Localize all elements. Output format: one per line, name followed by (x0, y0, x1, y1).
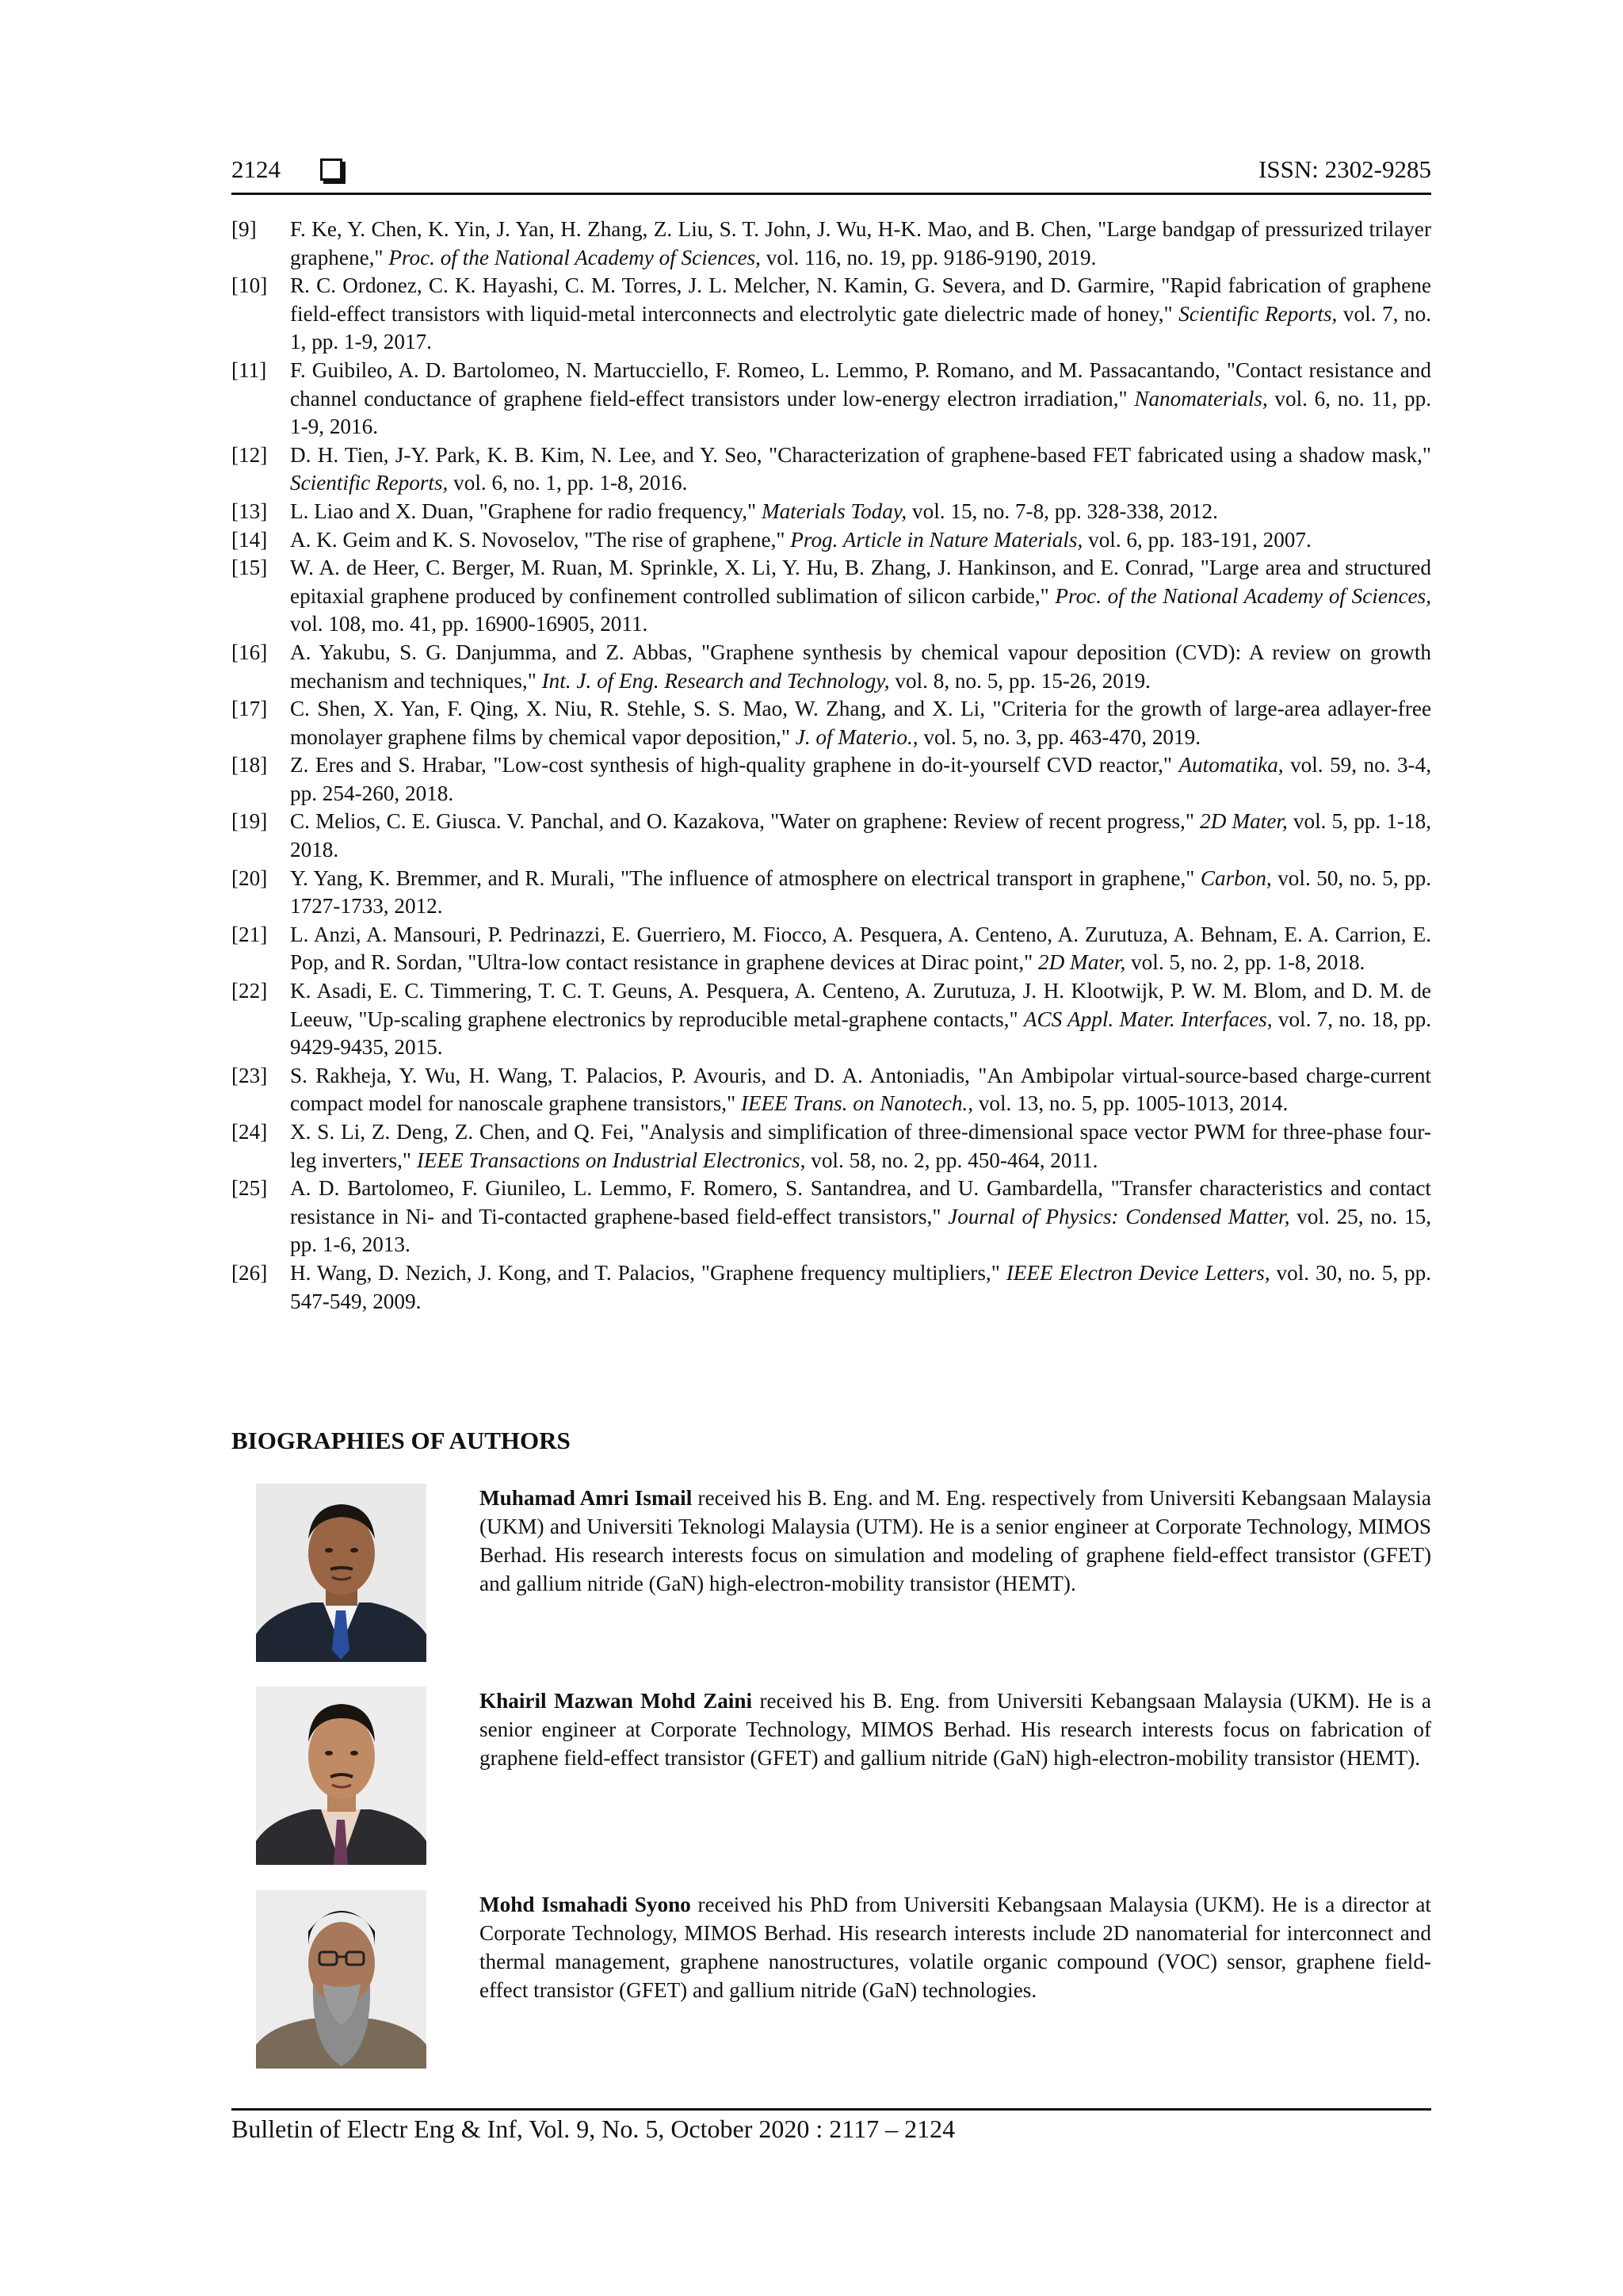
reference-details: vol. 5, pp. 1-18, 2018. (290, 809, 1432, 862)
reference-item (231, 695, 1431, 751)
reference-number: [23] (231, 1063, 268, 1087)
bio-text (479, 1687, 1431, 1772)
reference-item (231, 554, 1431, 639)
reference-venue: 2D Mater, (1200, 809, 1288, 834)
reference-venue: Materials Today, (761, 499, 907, 523)
author-portrait-image (256, 1890, 426, 2069)
reference-venue: ACS Appl. Mater. Interfaces, (1023, 1007, 1273, 1031)
reference-number: [14] (231, 527, 268, 552)
reference-number: [9] (231, 217, 257, 241)
author-name: Mohd Ismahadi Syono (479, 1893, 691, 1916)
reference-authors: W. A. de Heer, C. Berger, M. Ruan, M. Sprinkle, X. Li, Y. Hu, B. Zhang, J. Hankinson, and E. Conrad, (290, 556, 1201, 580)
reference-venue: Prog. Article in Nature Materials, (790, 527, 1083, 552)
reference-venue: Scientific Reports, (290, 471, 449, 495)
reference-item (231, 526, 1431, 555)
reference-authors: C. Shen, X. Yan, F. Qing, X. Niu, R. Stehle, S. S. Mao, W. Zhang, and X. Li, (290, 697, 993, 721)
reference-authors: A. Yakubu, S. G. Danjumma, and Z. Abbas, (290, 640, 701, 664)
reference-number: [20] (231, 865, 268, 890)
reference-details: vol. 15, no. 7-8, pp. 328-338, 2012. (907, 499, 1218, 523)
reference-venue: Int. J. of Eng. Research and Technology, (541, 668, 890, 693)
reference-details: vol. 116, no. 19, pp. 9186-9190, 2019. (760, 245, 1097, 269)
reference-number: [15] (231, 556, 268, 580)
reference-details: vol. 30, no. 5, pp. 547-549, 2009. (290, 1260, 1431, 1313)
reference-authors: Y. Yang, K. Bremmer, and R. Murali, (290, 865, 621, 890)
reference-title: "Large area and structured epitaxial graphene produced by confinement controlled sublimation of silicon carbide," (290, 556, 1432, 608)
author-portrait-image (256, 1687, 426, 1865)
reference-item (231, 921, 1431, 977)
reference-details: vol. 25, no. 15, pp. 1-6, 2013. (290, 1204, 1431, 1257)
reference-title: "Up-scaling graphene electronics by reproducible metal-graphene contacts," (358, 1007, 1024, 1031)
reference-number: [10] (231, 273, 268, 298)
reference-venue: Nanomaterials, (1134, 386, 1268, 411)
reference-title: "Low-cost synthesis of high-quality graphene in do-it-yourself CVD reactor," (493, 753, 1179, 777)
reference-title: "Graphene synthesis by chemical vapour deposition (CVD): A review on growth mechanism and techniques," (290, 640, 1431, 693)
author-name: Muhamad Amri Ismail (479, 1486, 693, 1510)
page-footer: Bulletin of Electr Eng & Inf, Vol. 9, No. 5, October 2020 : 2117 – 2124 (231, 2115, 956, 2143)
reference-authors: X. S. Li, Z. Deng, Z. Chen, and Q. Fei, (290, 1120, 640, 1144)
reference-authors: Z. Eres and S. Hrabar, (290, 753, 494, 777)
reference-venue: IEEE Trans. on Nanotech., (741, 1091, 974, 1116)
reference-title: "An Ambipolar virtual-source-based charge-current compact model for nanoscale graphene transistors," (290, 1063, 1431, 1116)
reference-list (231, 216, 1431, 1316)
reference-item (231, 441, 1431, 498)
reference-item (231, 808, 1431, 864)
reference-venue: IEEE Transactions on Industrial Electronics, (416, 1148, 806, 1172)
reference-number: [19] (231, 809, 268, 834)
reference-title: "Graphene for radio frequency," (479, 499, 762, 523)
reference-number: [25] (231, 1176, 268, 1201)
reference-item (231, 498, 1431, 526)
reference-venue: Proc. of the National Academy of Sciences, (388, 245, 761, 269)
reference-venue: Proc. of the National Academy of Sciences, (1055, 583, 1431, 608)
author-portrait-image (256, 1484, 426, 1662)
reference-title: "The rise of graphene," (584, 527, 791, 552)
reference-number: [22] (231, 979, 268, 1003)
author-photo (256, 1484, 426, 1662)
bio-text (479, 1484, 1431, 1598)
reference-number: [21] (231, 922, 268, 946)
reference-venue: Scientific Reports, (1178, 301, 1338, 326)
reference-details: vol. 5, no. 3, pp. 463-470, 2019. (918, 724, 1201, 749)
reference-authors: L. Liao and X. Duan, (290, 499, 479, 523)
page-header (231, 155, 1431, 190)
reference-authors: R. C. Ordonez, C. K. Hayashi, C. M. Torres, J. L. Melcher, N. Kamin, G. Severa, and D. Garmire, (290, 273, 1162, 298)
reference-item (231, 1062, 1431, 1118)
reference-details: vol. 6, no. 11, pp. 1-9, 2016. (290, 386, 1431, 439)
reference-details: vol. 8, no. 5, pp. 15-26, 2019. (889, 668, 1151, 693)
header-rule (231, 193, 1431, 195)
reference-title: "Characterization of graphene-based FET fabricated using a shadow mask," (769, 442, 1432, 467)
reference-title: "Rapid fabrication of graphene field-effect transistors with liquid-metal interconnects and electrolytic gate dielectric made of honey," (290, 273, 1431, 326)
bio-description: received his PhD from Universiti Kebangsaan Malaysia (UKM). He is a director at Corporate Technology, MIMOS Berhad. His research interests include 2D nanomaterial for interconnect and thermal management, graphene nanostructures, volatile organic compound (VOC) sensor, graphene field-effect transistor (GFET) and gallium nitride (GaN) technologies. (479, 1893, 1431, 2002)
reference-authors: A. D. Bartolomeo, F. Giunileo, L. Lemmo, F. Romero, S. Santandrea, and U. Gambardella, (290, 1176, 1111, 1201)
reference-number: [13] (231, 499, 268, 523)
reference-title: "Criteria for the growth of large-area adlayer-free monolayer graphene films by chemical vapor deposition," (290, 697, 1432, 749)
reference-details: vol. 7, no. 1, pp. 1-9, 2017. (290, 301, 1431, 354)
bio-description: received his B. Eng. from Universiti Kebangsaan Malaysia (UKM). He is a senior engineer at Corporate Technology, MIMOS Berhad. His research interests focus on fabrication of graphene field-effect transistor (GFET) and gallium nitride (GaN) high-electron-mobility transistor (HEMT). (479, 1689, 1431, 1770)
reference-item (231, 1118, 1431, 1175)
page-number: 2124 (231, 155, 281, 183)
reference-details: vol. 7, no. 18, pp. 9429-9435, 2015. (290, 1007, 1431, 1060)
reference-title: "Water on graphene: Review of recent progress," (770, 809, 1201, 834)
issn: ISSN: 2302-9285 (1258, 155, 1431, 183)
reference-venue: IEEE Electron Device Letters, (1006, 1260, 1270, 1285)
author-photo (256, 1687, 426, 1865)
reference-item (231, 865, 1431, 921)
footer-rule (231, 2108, 1431, 2111)
reference-item (231, 1175, 1431, 1259)
reference-authors: F. Guibileo, A. D. Bartolomeo, N. Martucciello, F. Romeo, L. Lemmo, P. Romano, and M. Passacantando, (290, 357, 1227, 382)
reference-title: "Analysis and simplification of three-dimensional space vector PWM for three-phase four-leg inverters," (290, 1120, 1431, 1172)
reference-title: "Large bandgap of pressurized trilayer graphene," (290, 217, 1432, 269)
reference-venue: 2D Mater, (1038, 950, 1126, 975)
reference-details: vol. 13, no. 5, pp. 1005-1013, 2014. (973, 1091, 1289, 1116)
biographies-heading: BIOGRAPHIES OF AUTHORS (231, 1427, 571, 1454)
reference-number: [17] (231, 697, 268, 721)
reference-item (231, 1259, 1431, 1316)
reference-number: [12] (231, 442, 268, 467)
reference-title: "Transfer characteristics and contact resistance in Ni- and Ti-contacted graphene-based field-effect transistors," (290, 1176, 1431, 1228)
reference-number: [26] (231, 1260, 268, 1285)
bio-text (479, 1890, 1431, 2004)
bio-description: received his B. Eng. and M. Eng. respectively from Universiti Kebangsaan Malaysia (UKM) and Universiti Teknologi Malaysia (UTM). He is a senior engineer at Corporate Technology, MIMOS Berhad. His research interests focus on simulation and modeling of graphene field-effect transistor (GFET) and gallium nitride (GaN) high-electron-mobility transistor (HEMT). (479, 1486, 1431, 1595)
reference-title: "Graphene frequency multipliers," (701, 1260, 1006, 1285)
reference-venue: J. of Materio., (795, 724, 918, 749)
reference-authors: D. H. Tien, J-Y. Park, K. B. Kim, N. Lee, and Y. Seo, (290, 442, 769, 467)
reference-item (231, 272, 1431, 357)
reference-authors: S. Rakheja, Y. Wu, H. Wang, T. Palacios, P. Avouris, and D. A. Antoniadis, (290, 1063, 979, 1087)
reference-item (231, 357, 1431, 441)
reference-item (231, 977, 1431, 1062)
reference-authors: H. Wang, D. Nezich, J. Kong, and T. Palacios, (290, 1260, 701, 1285)
reference-details: vol. 5, no. 2, pp. 1-8, 2018. (1125, 950, 1365, 975)
reference-venue: Journal of Physics: Condensed Matter, (948, 1204, 1290, 1228)
reference-number: [18] (231, 753, 268, 777)
reference-details: vol. 59, no. 3-4, pp. 254-260, 2018. (290, 753, 1431, 805)
reference-item (231, 216, 1431, 272)
reference-authors: K. Asadi, E. C. Timmering, T. C. T. Geuns, A. Pesquera, A. Centeno, A. Zurutuza, J. H. Klootwijk, P. W. M. Blom, and D. M. de Leeuw, (290, 979, 1431, 1031)
reference-venue: Carbon, (1200, 865, 1272, 890)
reference-details: vol. 108, mo. 41, pp. 16900-16905, 2011. (290, 612, 648, 636)
reference-item (231, 751, 1431, 808)
reference-number: [11] (231, 357, 267, 382)
reference-title: "The influence of atmosphere on electrical transport in graphene," (620, 865, 1201, 890)
reference-details: vol. 6, no. 1, pp. 1-8, 2016. (448, 471, 688, 495)
reference-number: [16] (231, 640, 268, 664)
reference-details: vol. 50, no. 5, pp. 1727-1733, 2012. (290, 865, 1431, 919)
reference-authors: A. K. Geim and K. S. Novoselov, (290, 527, 585, 552)
reference-title: "Contact resistance and channel conductance of graphene field-effect transistors under low-energy electron irradiation," (290, 357, 1431, 411)
square-box-icon (320, 159, 342, 181)
reference-details: vol. 58, no. 2, pp. 450-464, 2011. (805, 1148, 1098, 1172)
reference-authors: F. Ke, Y. Chen, K. Yin, J. Yan, H. Zhang, Z. Liu, S. T. John, J. Wu, H-K. Mao, and B. Chen, (290, 217, 1098, 241)
reference-item (231, 639, 1431, 695)
author-photo (256, 1890, 426, 2069)
reference-title: "Ultra-low contact resistance in graphene devices at Dirac point," (468, 950, 1039, 975)
reference-authors: L. Anzi, A. Mansouri, P. Pedrinazzi, E. Guerriero, M. Fiocco, A. Pesquera, A. Centeno, A. Zurutuza, A. Behnam, E. A. Carrion, E. Pop, and R. Sordan, (290, 922, 1431, 975)
reference-authors: C. Melios, C. E. Giusca. V. Panchal, and O. Kazakova, (290, 809, 771, 834)
reference-number: [24] (231, 1120, 268, 1144)
author-name: Khairil Mazwan Mohd Zaini (479, 1689, 753, 1713)
reference-venue: Automatika, (1178, 753, 1284, 777)
reference-details: vol. 6, pp. 183-191, 2007. (1083, 527, 1312, 552)
